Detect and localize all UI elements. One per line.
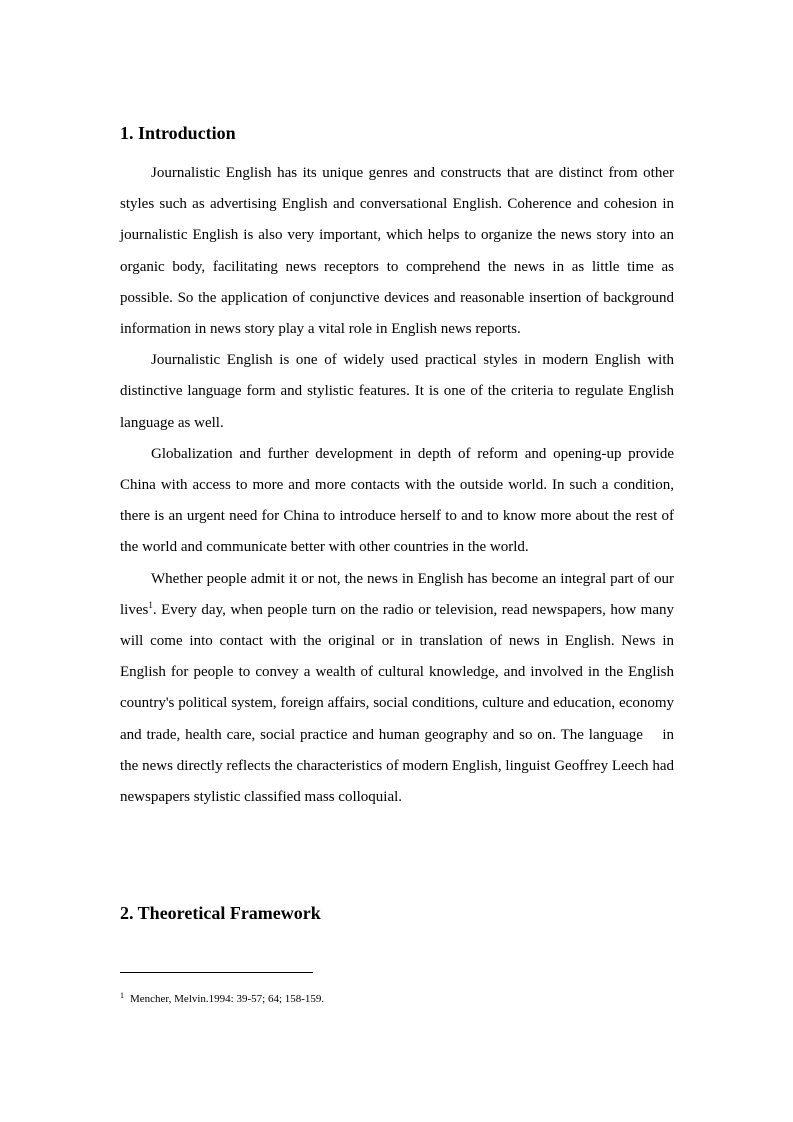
footnote-mark: 1 bbox=[120, 991, 124, 1000]
footnote-reference[interactable]: 1 bbox=[148, 599, 153, 610]
footnote-text: Mencher, Melvin.1994: 39-57; 64; 158-159. bbox=[130, 993, 325, 1005]
paragraph: Journalistic English is one of widely used practical styles in modern English with distinctive language form and stylistic features. It is one of the criteria to regulate English language as well. bbox=[120, 352, 674, 431]
paragraph: Journalistic English has its unique genres and constructs that are distinct from other styles such as advertising English and conversational English. Coherence and cohesion in journalistic English is also very important, which helps to organize the news story into an organic body, facilitating news receptors to comprehend the news in as little time as possible. So the application of conjunctive devices and reasonable insertion of background information in news story play a vital role in English news reports. bbox=[120, 165, 674, 338]
paragraph-text: . Every day, when people turn on the radio or television, read newspapers, how many will come into contact with the original or in translation of news in English. News in English for people to convey a wealth of cultural knowledge, and involved in the English country's political system, foreign affairs, social conditions, culture and education, economy and trade, health care, social practice and human geography and so on. The language in the news directly reflects the characteristics of modern English, linguist Geoffrey Leech had newspapers stylistic classified mass colloquial. bbox=[120, 601, 674, 806]
introduction-body bbox=[120, 158, 674, 813]
paragraph: Globalization and further development in depth of reform and opening-up provide China with access to more and more contacts with the outside world. In such a condition, there is an urgent need for China to introduce herself to and to know more about the rest of the world and communicate better with other countries in the world. bbox=[120, 445, 674, 556]
paragraph-text: Whether people admit it or not, the news in English has become an integral part of our lives bbox=[120, 570, 674, 618]
footnote-separator bbox=[120, 972, 313, 973]
section-heading-theoretical-framework: 2. Theoretical Framework bbox=[120, 903, 321, 923]
section-heading-introduction: 1. Introduction bbox=[120, 123, 236, 143]
paragraph bbox=[120, 564, 674, 814]
footnote bbox=[120, 988, 324, 1007]
document-page bbox=[120, 0, 674, 1122]
